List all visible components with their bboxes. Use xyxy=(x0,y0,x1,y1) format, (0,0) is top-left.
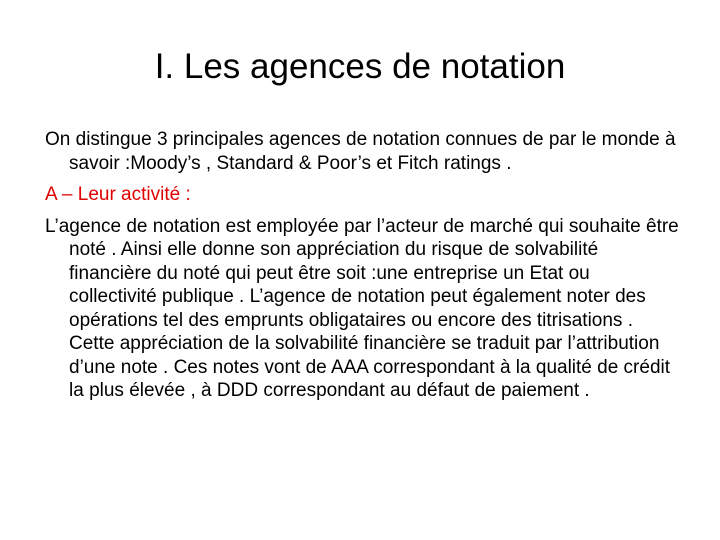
slide-title: I. Les agences de notation xyxy=(154,47,566,86)
activity-paragraph: L’agence de notation est employée par l’acteur de marché qui souhaite être noté . Ainsi elle donne son appréciation du risque de solvabilité financière du noté qui peut être soit :une entreprise un Etat ou collectivité publique . L’agence de notation peut également noter des opérations tel des emprunts obligataires ou encore des titrisations . Cette appréciation de la solvabilité financière se traduit par l’attribution d’une note . Ces notes vont de AAA correspondant à la qualité de crédit la plus élevée , à DDD correspondant au défaut de paiement . xyxy=(45,215,679,401)
slide-body xyxy=(45,128,680,411)
intro-paragraph: On distingue 3 principales agences de notation connues de par le monde à savoir :Moody’s , Standard & Poor’s et Fitch ratings . xyxy=(45,129,676,174)
section-heading: A – Leur activité : xyxy=(45,184,191,205)
